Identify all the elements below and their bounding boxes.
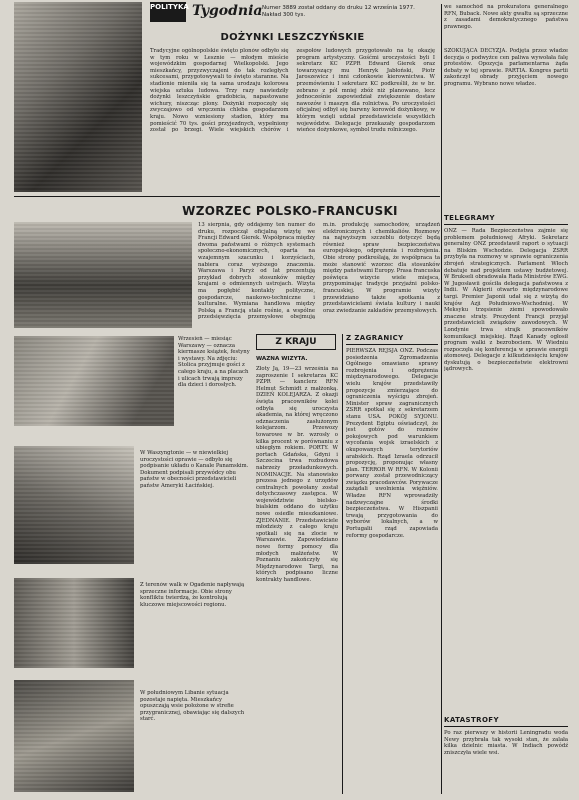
divider (444, 726, 568, 727)
divider (14, 196, 440, 197)
z-kraju-item-head (256, 356, 338, 364)
z-zagranicy-heading: Z ZAGRANICY (346, 334, 404, 342)
telegramy-heading: TELEGRAMY (444, 214, 495, 222)
photo-ogaden (14, 578, 134, 668)
section-title: Tygodnia (192, 3, 263, 19)
photo-harvest-festival (14, 2, 142, 192)
caption-warsaw: Wrzesień — miesiąc Warszawy — oznacza kiermasze książek, festyny i wystawy. Na zdjęciu: Stolica przyjmuje gości z całego kraju, a na placach i ulicach trwają imprezy dla dzieci i dorosłych. (178, 336, 250, 389)
article-wzorzec-body: 13 sierpnia, gdy oddajemy ten numer do druku, rozpoczął oficjalną wizytę we Francji Edward Gierek. Współpraca między dwoma państwami o różnych systemach społeczno-ekonomicznych, oparta na wzajemnym szacunku i korzyściach, nabiera coraz wyższego znaczenia. Warszawa i Paryż od lat prezentują przykład dobrych stosunków między krajami o odmiennych ustrojach. Wizyta ma pogłębić kontakty polityczne, gospodarcze, naukowo-techniczne i kulturalne. Wymiana handlowa między Polską a Francją stale rośnie, a wspólne przedsięwzięcia przemysłowe obejmują m.in. produkcję samochodów, urządzeń elektronicznych i chemikaliów. Rozmowy na najwyższym szczeblu dotyczyć będą również spraw bezpieczeństwa europejskiego, odprężenia i rozbrojenia. Obie strony podkreślają, że współpraca ta może stanowić wzorzec dla stosunków między państwami Europy. Prasa francuska poświęca wizycie wiele miejsca, przypominając tradycje przyjaźni polsko-francuskiej. W programie wizyty przewidziano także spotkania z przedstawicielami świata kultury i nauki oraz zwiedzanie zakładów przemysłowych. (198, 222, 440, 321)
caption-ogaden: Z terenów walk w Ogadenie napływają sprzeczne informacje. Obie strony konfliktu twierdzą, że kontrolują kluczowe miejscowości regionu. (140, 582, 245, 608)
z-kraju-body: Złoty Ją, 19—23 września na zaproszenie I sekretarza KC PZPR — kanclerz RFN Helmut Schmidt z małżonką. DZIEŃ KOLEJARZA. Z okazji święta pracowników kolei odbyła się uroczysta akademia, na której wręczono odznaczenia zasłużonym kolejarzom. Przewozy towarowe w br. wzrosły o kilka procent w porównaniu z ubiegłym rokiem. PORTY. W portach Gdańska, Gdyni i Szczecina trwa rozbudowa nabrzeży przeładunkowych. NOMINACJE. Na stanowisko prezesa jednego z urzędów centralnych powołany został dotychczasowy zastępca. W województwie bielsko-bialskim oddano do użytku nowe osiedle mieszkaniowe. ZJEDNANIE. Przedstawiciele młodzieży z całego kraju spotkali się na zlocie w Warszawie. Zapowiedziano nowe formy pomocy dla młodych małżeństw. W Poznaniu zakończyły się Międzynarodowe Targi, na których podpisano liczne kontrakty handlowe. (256, 366, 338, 583)
article-dozynki-body: Tradycyjne ogólnopolskie święto plonów odbyło się w tym roku w Lesznie — młodym mieście wojewódzkim gospodarnej Wielkopolski. Jego mieszkańcy, przyzwyczajeni do tak rozległych sukcesami, przygotowywali to święto staranne. Na stadionie mieniła się ta sama urodzaju kolorowa wiejska sztuka ludowa. Trzy razy nawiedziły dożynki leszczyńskie gradobicia, napastowane wichury, niszcząc plony. Dożynki rozpoczęły się zwyczajowo od wręczenia chleba gospodarzom kraju. Nowo wzniesiony stadion, który ma pomieścić 70 tys. gości przyjezdnych, wypełniony został po brzegi. Wiele wiejskich chórów i zespołów ludowych przygotowało na tę okazję program artystyczny. Gośćmi uroczystości byli I sekretarz KC PZPR Edward Gierek oraz towarzyszący mu Henryk Jabłoński, Piotr Jaroszewicz i inni członkowie kierownictwa. W przemówieniu I sekretarz KC podkreślił, że w br. zebrano z pól mniej zbóż niż planowano, lecz jednocześnie zapowiedział zwiększenie dostaw nawozów i maszyn dla rolnictwa. Po uroczystości oficjalnej odbył się barwny korowód dożynkowy, w którym wzięli udział przedstawiciele wszystkich województw. Delegacje przekazały gospodarzom wieńce dożynkowe, symbol trudu rolniczego. (150, 48, 435, 134)
katastrofy-heading: KATASTROFY (444, 716, 499, 724)
issue-line: Numer 3889 został oddany do druku 12 września 1977. Nakład 300 tys. (262, 5, 415, 18)
z-kraju-first-item: WAŻNA WIZYTA. (256, 356, 308, 362)
caption-lebanon: W południowym Libanie sytuacja pozostaje napięta. Mieszkańcy opuszczają wsie położone w strefie przygranicznej, obawiając się dalszych starć. (140, 690, 245, 723)
column-rule (441, 4, 442, 794)
divider (346, 344, 438, 345)
photo-lebanon (14, 680, 134, 792)
headline-wzorzec: WZORZEC POLSKO-FRANCUSKI (182, 204, 398, 218)
masthead (150, 2, 430, 24)
right-column-lead: we samochód na prokuratora generalnego RFN, Buback. Nowe akty gwałtu są sprzeczne z zasadami demokratycznego państwa prawnego. (444, 4, 568, 30)
photo-city (14, 222, 192, 328)
photo-warsaw-fair (14, 336, 174, 426)
logo: POLITYKA (150, 2, 186, 22)
z-kraju-heading: Z KRAJU (256, 334, 336, 350)
caption-washington: W Waszyngtonie — w niewielkiej uroczystości oprawie — odbyło się podpisanie układu o Kanale Panamskim. Dokument podpisali przywódcy obu państw w obecności przedstawicieli państw Ameryki Łacińskiej. (140, 450, 249, 489)
photo-washington (14, 446, 134, 564)
divider (444, 224, 568, 225)
right-column-item-szokujaca: SZOKUJĄCA DECYZJA. Podjęta przez władze decyzja o podwyżce cen paliwa wywołała falę protestów. Opozycja parlamentarna żąda debaty w tej sprawie. PARTIA. Kongres partii zakończył obrady przyjęciem nowego programu. Wybrano nowe władze. (444, 48, 568, 87)
telegramy-body: ONZ — Rada Bezpieczeństwa zajmie się problemem południowej Afryki. Sekretarz generalny ONZ przedstawił raport o sytuacji na Bliskim Wschodzie. Delegacja ZSRR przybyła na rozmowy w sprawie ograniczenia zbrojeń strategicznych. Parlament Włoch debatuje nad projektem ustawy budżetowej. W Brukseli obradowała Rada Ministrów EWG. W Jugosławii gościła delegacja państwowa z Indii. W Algierii otwarto międzynarodowe targi. Premier Japonii udał się z wizytą do krajów Azji Południowo-Wschodniej. W Meksyku trzęsienie ziemi spowodowało znaczne straty. Prezydent Francji przyjął przedstawicieli związków zawodowych. W Londynie trwa strajk pracowników komunikacji miejskiej. Rząd Kanady ogłosił program walki z bezrobociem. W Wiedniu rozpoczęła się konferencja w sprawie energii atomowej. Delegacje z kilkudziesięciu krajów dyskutują o bezpieczeństwie elektrowni jądrowych. (444, 228, 568, 373)
katastrofy-body: Po raz pierwszy w historii Leningradu woda Newy przybrała tak wysoki stan, że zalała kilka dzielnic miasta. W Indiach powódź zniszczyła wiele wsi. (444, 730, 568, 756)
z-zagranicy-body: PIERWSZA REJSJA ONZ. Podczas posiedzenia Zgromadzenia Ogólnego omawiano sprawy rozbrojenia i odprężenia międzynarodowego. Delegacje wielu krajów przedstawiły propozycje zmierzające do ograniczenia wyścigu zbrojeń. Minister spraw zagranicznych ZSRR spotkał się z sekretarzem stanu USA. POKÓJ SYJONU. Prezydent Egiptu oświadczył, że jest gotów do rozmów pokojowych pod warunkiem wycofania wojsk izraelskich z okupowanych terytoriów arabskich. Rząd Izraela odrzucił propozycję, proponując własny plan. TERROR W RFN. W Kolonii porwany został przewodniczący związku pracodawców. Porywacze zażądali uwolnienia więźniów. Władze RFN wprowadziły nadzwyczajne środki bezpieczeństwa. W Hiszpanii trwają przygotowania do wyborów lokalnych, a w Portugalii rząd zapowiada reformy gospodarcze. (346, 348, 438, 539)
column-rule (342, 334, 343, 794)
headline-dozynki: DOŻYNKI LESZCZYŃSKIE (220, 32, 365, 43)
